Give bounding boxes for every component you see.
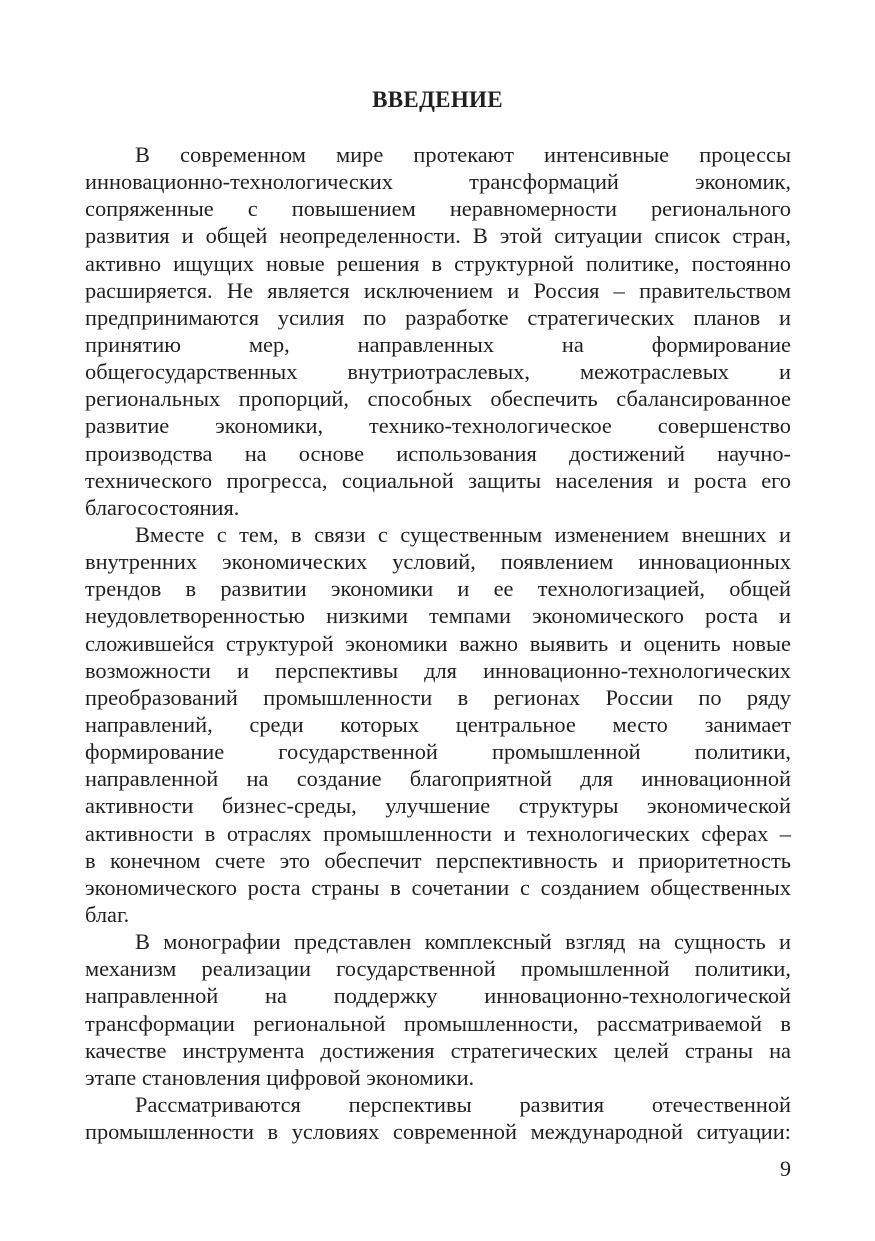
- text-line: принятию мер, направленных на формирование: [85, 331, 791, 357]
- text-line: производства на основе использования достижений научно-: [85, 440, 791, 466]
- text-line: региональных пропорций, способных обеспечить сбалансированное: [85, 386, 791, 412]
- text-line: инновационно-технологических трансформаций экономик,: [85, 169, 791, 195]
- text-line: благ.: [85, 901, 130, 927]
- text-line: этапе становления цифровой экономики.: [85, 1064, 475, 1090]
- text-line: формирование государственной промышленной политики,: [85, 739, 791, 765]
- text-line: благосостояния.: [85, 494, 240, 520]
- page-number: 9: [780, 1156, 791, 1181]
- text-line: активности в отраслях промышленности и технологических сферах –: [85, 820, 791, 846]
- text-line: Вместе с тем, в связи с существенным изменением внешних и: [135, 521, 791, 547]
- text-line: возможности и перспективы для инновационно-технологических: [85, 657, 791, 683]
- paragraph-4: [85, 1091, 791, 1145]
- text-line: развития и общей неопределенности. В этой ситуации список стран,: [85, 223, 791, 249]
- text-line: развитие экономики, технико-технологическое совершенство: [85, 413, 791, 439]
- text-line: сложившейся структурой экономики важно выявить и оценить новые: [85, 630, 791, 656]
- text-line: преобразований промышленности в регионах России по ряду: [85, 684, 791, 710]
- text-line: направленной на создание благоприятной для инновационной: [85, 766, 791, 792]
- paragraph-2: [85, 521, 791, 928]
- text-line: трендов в развитии экономики и ее технологизацией, общей: [85, 576, 791, 602]
- text-line: технического прогресса, социальной защиты населения и роста его: [85, 467, 791, 493]
- text-line: качестве инструмента достижения стратегических целей страны на: [85, 1037, 791, 1063]
- text-line: направлений, среди которых центральное место занимает: [85, 711, 791, 737]
- text-line: направленной на поддержку инновационно-технологической: [85, 983, 791, 1009]
- text-line: сопряженные с повышением неравномерности регионального: [85, 196, 791, 222]
- paragraph-3: [85, 928, 791, 1091]
- text-line: экономического роста страны в сочетании с созданием общественных: [85, 874, 791, 900]
- text-line: механизм реализации государственной промышленной политики,: [85, 956, 791, 982]
- paragraph-1: [85, 141, 791, 521]
- text-line: активно ищущих новые решения в структурной политике, постоянно: [85, 250, 791, 276]
- text-line: расширяется. Не является исключением и Россия – правительством: [85, 277, 791, 303]
- text-line: внутренних экономических условий, появлением инновационных: [85, 549, 791, 575]
- text-line: неудовлетворенностью низкими темпами экономического роста и: [85, 603, 791, 629]
- text-line: В монографии представлен комплексный взгляд на сущность и: [135, 929, 791, 955]
- text-line: предпринимаются усилия по разработке стратегических планов и: [85, 304, 791, 330]
- text-line: общегосударственных внутриотраслевых, межотраслевых и: [85, 359, 791, 385]
- text-line: В современном мире протекают интенсивные процессы: [135, 142, 791, 167]
- text-line: в конечном счете это обеспечит перспективность и приоритетность: [85, 847, 791, 873]
- body-text: [85, 141, 791, 1145]
- text-line: активности бизнес-среды, улучшение структуры экономической: [85, 793, 791, 819]
- text-line: Рассматриваются перспективы развития отечественной: [135, 1091, 791, 1117]
- text-line: промышленности в условиях современной международной ситуации:: [85, 1119, 791, 1145]
- page-title: ВВЕДЕНИЕ: [372, 87, 503, 112]
- text-line: трансформации региональной промышленности, рассматриваемой в: [85, 1010, 791, 1036]
